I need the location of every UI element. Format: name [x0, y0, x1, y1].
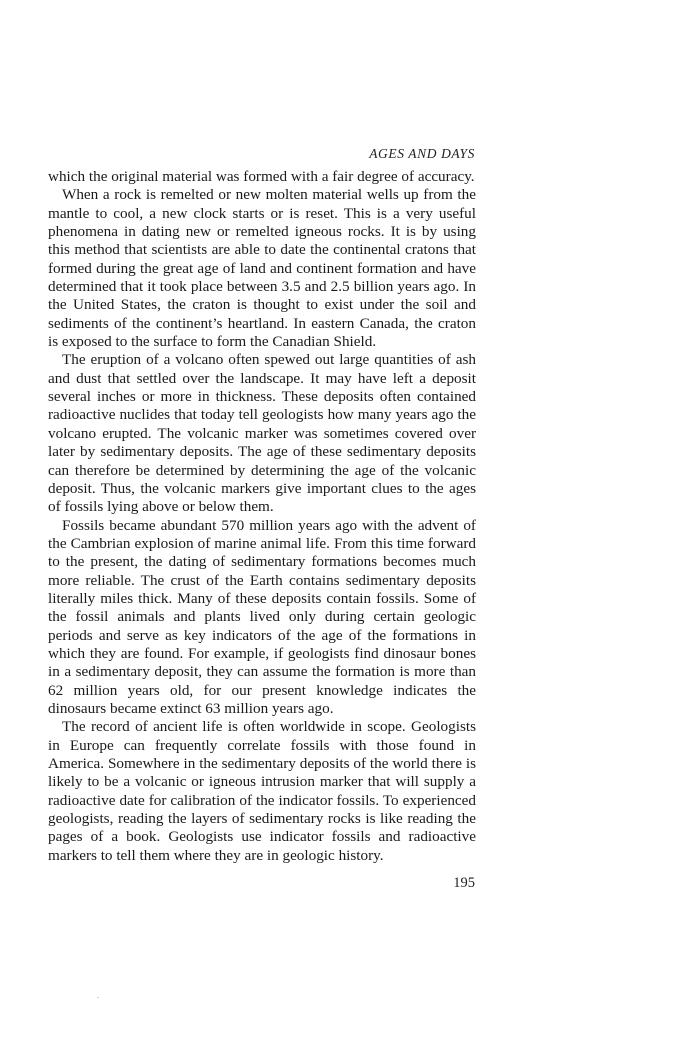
paragraph-continuation: which the original material was formed with a fair degree of accuracy.	[48, 168, 475, 185]
page-number: 195	[453, 875, 475, 891]
body-text	[48, 168, 476, 865]
paragraph-ancient-life: The record of ancient life is often worldwide in scope. Geologists in Europe can frequently correlate fossils with those found in America. Somewhere in the sedimentary deposits of the world there is likely to be a volcanic or igneous intrusion marker that will supply a radioactive date for calibration of the indicator fossils. To experienced geologists, reading the layers of sedimentary rocks is like reading the pages of a book. Geologists use indicator fossils and radioactive markers to tell them where they are in geologic history.	[48, 718, 476, 864]
scan-speck	[97, 997, 99, 998]
paragraph-fossils: Fossils became abundant 570 million years ago with the advent of the Cambrian explosion of marine animal life. From this time forward to the present, the dating of sedimentary formations becomes much more reliable. The crust of the Earth contains sedimentary deposits literally miles thick. Many of these deposits contain fossils. Some of the fossil animals and plants lived only during certain geologic periods and serve as key indicators of the age of the formations in which they are found. For example, if geologists find dinosaur bones in a sedimentary deposit, they can assume the formation is more than 62 million years old, for our present knowledge indicates the dinosaurs became extinct 63 million years ago.	[48, 516, 476, 717]
running-head: AGES AND DAYS	[369, 146, 475, 161]
paragraph-volcano: The eruption of a volcano often spewed out large quantities of ash and dust that settled over the landscape. It may have left a deposit several inches or more in thickness. These deposits often contained radioactive nuclides that today tell geologists how many years ago the volcano erupted. The volcanic marker was sometimes covered over later by sedimentary deposits. The age of these sedimentary deposits can therefore be determined by determining the age of the volcanic deposit. Thus, the volcanic markers give important clues to the ages of fossils lying above or below them.	[48, 351, 476, 516]
paragraph-remelting: When a rock is remelted or new molten material wells up from the mantle to cool, a new clock starts or is reset. This is a very useful phenomena in dating new or remelted igneous rocks. It is by using this method that scientists are able to date the continental cratons that formed during the great age of land and continent formation and have determined that it took place between 3.5 and 2.5 billion years ago. In the United States, the craton is thought to exist under the soil and sediments of the continent’s heartland. In eastern Canada, the craton is exposed to the surface to form the Canadian Shield.	[48, 186, 476, 351]
